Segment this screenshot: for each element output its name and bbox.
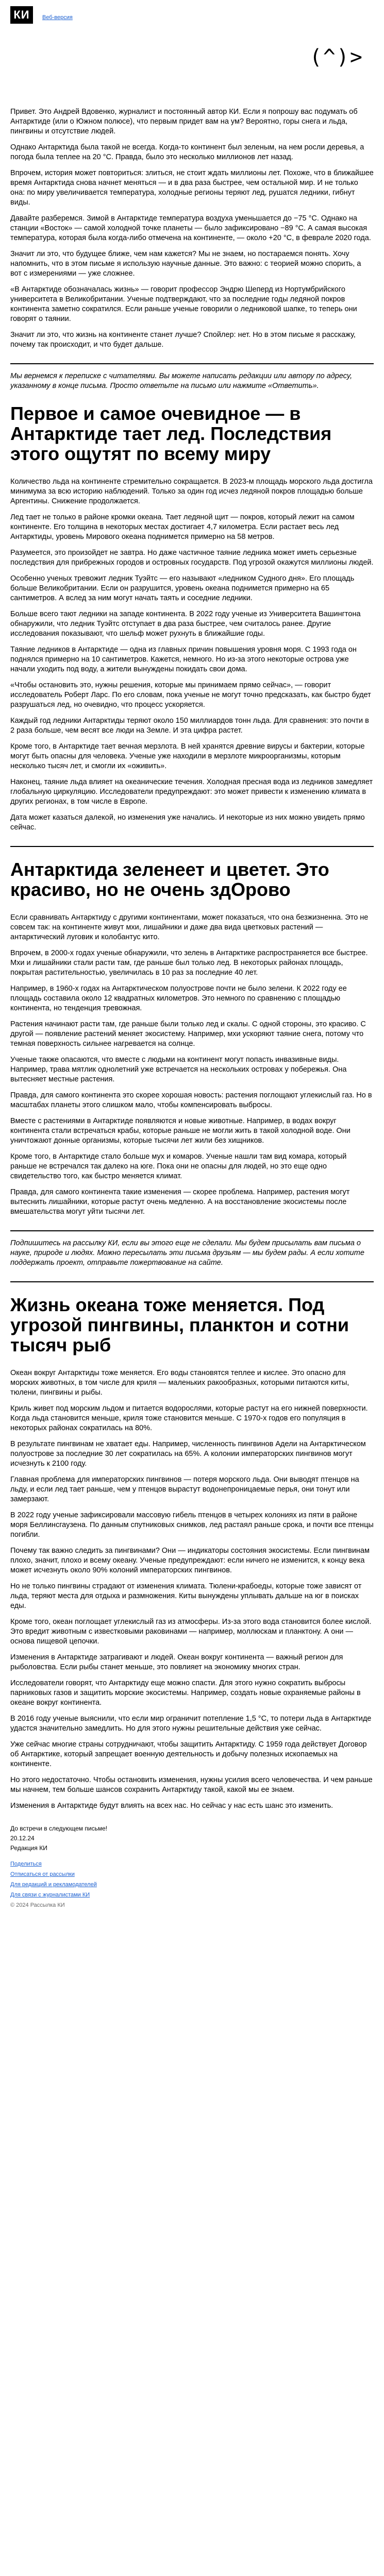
section-paragraph: Таяние ледников в Антарктиде — одна из главных причин повышения уровня моря. С 1993 года он поднялся примерно на 10 сантиметров. Кажется, немного. Но из-за этого некоторые острова уже начали уходить под воду, а жители вынуждены покидать свои дома. xyxy=(10,646,357,673)
section-paragraph: Особенно ученых тревожит ледник Туэйтс — его называют «ледником Судного дня». Его площадь больше Великобритании. Если он разрушится, уровень океана поднимется примерно на 65 сантиметров. А вслед за ним могут начать таять и соседние ледники. xyxy=(10,574,355,602)
section-paragraph: Наконец, таяние льда влияет на океанические течения. Холодная пресная вода из ледников замедляет глобальную циркуляцию. Исследователи предупреждают: это может привести к изменению климата в других регионах, в том числе в Европе. xyxy=(10,778,373,806)
copyright: © 2024 Рассылка КИ xyxy=(10,1902,65,1908)
section-paragraph: Например, в 1960-х годах на Антарктическом полуострове почти не было зелени. К 2022 году ее площадь составила около 12 квадратных километров. Это немного по сравнению с площадью континента, но тенденция тревожная. xyxy=(10,985,347,1012)
section-paragraph: Кроме того, океан поглощает углекислый газ из атмосферы. Из-за этого вода становится более кислой. Это вредит животным с известковыми раковинами — например, моллюскам и планктону. А они — основа пищевой цепочки. xyxy=(10,1618,372,1646)
section-paragraph: Лед тает не только в районе кромки океана. Тает ледяной щит — покров, который лежит на самом континенте. Его толщина в некоторых местах достигает 4,7 километра. Если растает весь лед Антарктиды, уровень Мирового океана поднимется примерно на 58 метров. xyxy=(10,513,355,541)
section-title: Первое и самое очевидное — в Антарктиде тает лед. Последствия этого ощутят по всему миру xyxy=(10,403,332,464)
unsubscribe-link[interactable]: Отписаться от рассылки xyxy=(10,1871,75,1877)
web-version-link[interactable]: Веб-версия xyxy=(42,14,73,21)
section-3-body xyxy=(10,1368,374,1811)
section-paragraph: Дата может казаться далекой, но изменения уже начались. И некоторые из них можно увидеть прямо сейчас. xyxy=(10,814,365,832)
section-2-body xyxy=(10,913,374,1217)
sign-off: До встречи в следующем письме! xyxy=(10,1825,108,1832)
divider xyxy=(10,363,374,364)
section-paragraph: Впрочем, в 2000-х годах ученые обнаружили, что зелень в Антарктике распространяется все быстрее. Мхи и лишайники стали расти там, где раньше был только лед. В некоторых районах площадь, покрытая растительностью, увеличилась в 10 раз за последние 40 лет. xyxy=(10,949,368,977)
penguin-emoticon: (^)> xyxy=(309,45,363,69)
section-paragraph: В 2016 году ученые выяснили, что если мир ограничит потепление 1,5 °С, то потери льда в Антарктиде удастся значительно замедлить. Но для этого нужны решительные действия уже сейчас. xyxy=(10,1715,372,1733)
section-paragraph: Кроме того, в Антарктиде тает вечная мерзлота. В ней хранятся древние вирусы и бактерии, которые могут быть опасны для человека. Ученые уже находили в мерзлоте микроорганизмы, которым несколько тысяч лет, и смогли их «оживить». xyxy=(10,742,365,770)
advertisers-link[interactable]: Для редакций и рекламодателей xyxy=(10,1882,97,1888)
section-paragraph: Но этого недостаточно. Чтобы остановить изменения, нужны усилия всего человечества. И чем раньше мы начнем, тем больше шансов сохранить Антарктиду такой, какой мы ее знаем. xyxy=(10,1776,373,1794)
section-paragraph: Количество льда на континенте стремительно сокращается. В 2023-м площадь морского льда достигла минимума за всю историю наблюдений. Только за один год исчез ледяной покров площадью больше Аргентины. Снижение продолжается. xyxy=(10,478,373,505)
section-paragraph: Больше всего тают ледники на западе континента. В 2022 году ученые из Университета Вашингтона обнаружили, что ледник Туэйтс отступает в два раза быстрее, чем считалось ранее. Другие исследования показывают, что шельф может рухнуть в ближайшие годы. xyxy=(10,610,361,638)
promo-note: Подпишитесь на рассылку КИ, если вы этого еще не сделали. Мы будем присылать вам письма о науке, природе и людях. Можно пересылать эти письма друзьям — мы будем рады. А если хотите поддержать проект, отправьте пожертвование на сайте. xyxy=(10,1239,364,1267)
section-1-body xyxy=(10,477,374,833)
section-paragraph: Каждый год ледники Антарктиды теряют около 150 миллиардов тонн льда. Для сравнения: это почти в 2 раза больше, чем весят все люди на Земле. И эта цифра растет. xyxy=(10,717,369,735)
section-paragraph: Исследователи говорят, что Антарктиду еще можно спасти. Для этого нужно сократить выбросы парниковых газов и защитить морские экосистемы. Например, создать новые охраняемые районы в океане вокруг континента. xyxy=(10,1679,361,1707)
intro xyxy=(10,107,374,350)
closing xyxy=(10,1824,374,1853)
section-paragraph: Океан вокруг Антарктиды тоже меняется. Его воды становятся теплее и кислее. Это опасно для морских животных, в том числе для криля — маленьких ракообразных, которыми питаются киты, тюлени, пингвины и рыбы. xyxy=(10,1369,349,1397)
section-paragraph: Изменения в Антарктиде будут влиять на всех нас. Но сейчас у нас есть шанс это изменить. xyxy=(10,1802,333,1810)
section-paragraph: Растения начинают расти там, где раньше были только лед и скалы. С одной стороны, это красиво. С другой — появление растений меняет экосистему. Например, мхи ускоряют таяние снега, потому что темная поверхность сильнее нагревается на солнце. xyxy=(10,1020,366,1048)
section-paragraph: Разумеется, это произойдет не завтра. Но даже частичное таяние ледника может иметь серьезные последствия для прибрежных городов и островных государств. Под угрозой окажутся миллионы людей. xyxy=(10,549,374,567)
intro-paragraph: Давайте разберемся. Зимой в Антарктиде температура воздуха уменьшается до −75 °С. Однако на станции «Восток» — самой холодной точке планеты — было зафиксировано −89 °С. А самая высокая температура, которая была когда-либо отмечена на континенте, — около +20 °С, в феврале 2020 года. xyxy=(10,214,371,242)
hero xyxy=(10,30,374,107)
section-paragraph: В результате пингвинам не хватает еды. Например, численность пингвинов Адели на Антарктическом полуострове за последние 30 лет сократилась на 65%. А колонии императорских пингвинов могут исчезнуть к 2100 году. xyxy=(10,1440,366,1468)
section-title: Жизнь океана тоже меняется. Под угрозой пингвины, планктон и сотни тысяч рыб xyxy=(10,1294,349,1355)
section-paragraph: Почему так важно следить за пингвинами? Они — индикаторы состояния экосистемы. Если пингвинам плохо, значит, плохо и всему океану. Ученые предупреждают: если ничего не изменится, к концу века может исчезнуть около 90% колоний императорских пингвинов. xyxy=(10,1547,370,1574)
section-paragraph: Уже сейчас многие страны сотрудничают, чтобы защитить Антарктиду. С 1959 года действует Договор об Антарктике, который запрещает военную деятельность и добычу полезных ископаемых на континенте. xyxy=(10,1740,367,1768)
intro-paragraph: Значит ли это, что будущее ближе, чем нам кажется? Мы не знаем, но постараемся понять. Хочу напомнить, что в этом письме я использую научные данные. Это важно: с теорией можно спорить, а вот с измерениями — уже сложнее. xyxy=(10,250,361,278)
section-paragraph: Правда, для самого континента это скорее хорошая новость: растения поглощают углекислый газ. Но в масштабах планеты этого слишком мало, чтобы компенсировать выбросы. xyxy=(10,1091,372,1109)
section-paragraph: В 2022 году ученые зафиксировали массовую гибель птенцов в четырех колониях из пяти в районе моря Беллинсгаузена. По данным спутниковых снимков, лед растаял раньше срока, и почти все птенцы погибли. xyxy=(10,1511,374,1539)
footer-links xyxy=(10,1860,374,1899)
intro-paragraph: Впрочем, история может повториться: злиться, не стоит ждать миллионы лет. Похоже, что в ближайшее время Антарктида снова начнет меняться — и в два раза быстрее, чем остальной мир. И не только она: по миру увеличивается температура, холодные регионы теряют лед, рушатся ледники, гибнут виды. xyxy=(10,169,374,207)
section-paragraph: Правда, для самого континента такие изменения — скорее проблема. Например, растения могут вытеснить лишайники, которые растут очень медленно. А на восстановление экосистемы после вмешательства могут уйти тысячи лет. xyxy=(10,1188,350,1216)
section-paragraph: Вместе с растениями в Антарктиде появляются и новые животные. Например, в водах вокруг континента стали встречаться крабы, которые раньше не могли жить в такой холодной воде. Они уничтожают донные организмы, которые тысячи лет жили без хищников. xyxy=(10,1117,350,1145)
header xyxy=(10,0,374,30)
editor-credit: Редакция КИ xyxy=(10,1844,47,1852)
section-paragraph: Изменения в Антарктиде затрагивают и людей. Океан вокруг континента — важный регион для рыболовства. Если рыбы станет меньше, это повлияет на экономику многих стран. xyxy=(10,1653,343,1671)
divider xyxy=(10,1230,374,1231)
issue-date: 20.12.24 xyxy=(10,1835,35,1842)
section-paragraph: Главная проблема для императорских пингвинов — потеря морского льда. Они выводят птенцов на льду, и если лед тает раньше, чем у птенцов вырастут водонепроницаемые перья, они тонут или замерзают. xyxy=(10,1476,359,1503)
section-paragraph: Криль живет под морским льдом и питается водорослями, которые растут на его нижней поверхности. Когда льда становится меньше, криля тоже становится меньше. С 1970-х годов его популяция в некоторых районах сократилась на 80%. xyxy=(10,1404,368,1432)
press-contact-link[interactable]: Для связи с журналистами КИ xyxy=(10,1892,90,1898)
section-paragraph: Но не только пингвины страдают от изменения климата. Тюлени-крабоеды, которые тоже зависят от льда, теряют места для отдыха и размножения. Киты вынуждены уплывать дальше на юг в поисках еды. xyxy=(10,1582,362,1610)
divider xyxy=(10,1281,374,1282)
newsletter xyxy=(10,0,374,1908)
section-paragraph: Если сравнивать Антарктиду с другими континентами, может показаться, что она безжизненна. Это не совсем так: на континенте живут мхи, лишайники и даже два вида цветковых растений — антарктический луговик и колобантус кито. xyxy=(10,913,369,941)
logo[interactable]: КИ xyxy=(10,6,33,24)
section-paragraph: Ученые также опасаются, что вместе с людьми на континент могут попасть инвазивные виды. Например, трава мятлик однолетний уже встречается на нескольких островах у побережья. Она вытесняет местные растения. xyxy=(10,1056,347,1083)
intro-paragraph: Значит ли это, что жизнь на континенте станет лучше? Спойлер: нет. Но в этом письме я расскажу, почему так происходит, и что будет дальше. xyxy=(10,331,356,349)
intro-paragraph: Однако Антарктида была такой не всегда. Когда-то континент был зеленым, на нем росли деревья, а погода была теплее на 20 °С. Правда, было это несколько миллионов лет назад. xyxy=(10,143,364,161)
subscribe-note: Мы вернемся к переписке с читателями. Вы можете написать редакции или автору по адресу, указанному в конце письма. Просто ответьте на письмо или нажмите «Ответить». xyxy=(10,372,353,390)
section-title: Антарктида зеленеет и цветет. Это красиво, но не очень здОрово xyxy=(10,859,329,900)
section-paragraph: «Чтобы остановить это, нужны решения, которые мы принимаем прямо сейчас», — говорит исследователь Роберт Ларс. По его словам, пока ученые не могут точно предсказать, как быстро будет разрушаться лед, но очевидно, что процесс ускоряется. xyxy=(10,681,371,709)
share-link[interactable]: Поделиться xyxy=(10,1861,42,1867)
intro-paragraph: «В Антарктиде обозначалась жизнь» — говорит профессор Эндрю Шеперд из Нортумбрийского университета в Великобритании. Ученые подтверждают, что за последние годы ледяной покров континента заметно сократился. Если раньше ученые говорили о ледниковой шапке, то теперь они говорят о таянии. xyxy=(10,285,357,323)
section-paragraph: Кроме того, в Антарктиде стало больше мух и комаров. Ученые нашли там вид комара, который раньше не встречался так далеко на юге. Пока они не опасны для людей, но это еще одно свидетельство того, как быстро меняется климат. xyxy=(10,1153,347,1180)
divider xyxy=(10,846,374,847)
intro-paragraph: Привет. Это Андрей Вдовенко, журналист и постоянный автор КИ. Если я попрошу вас подумать об Антарктиде (или о Южном полюсе), что первым придет вам на ум? Вероятно, горы снега и льда, пингвины и отсутствие людей. xyxy=(10,108,358,135)
